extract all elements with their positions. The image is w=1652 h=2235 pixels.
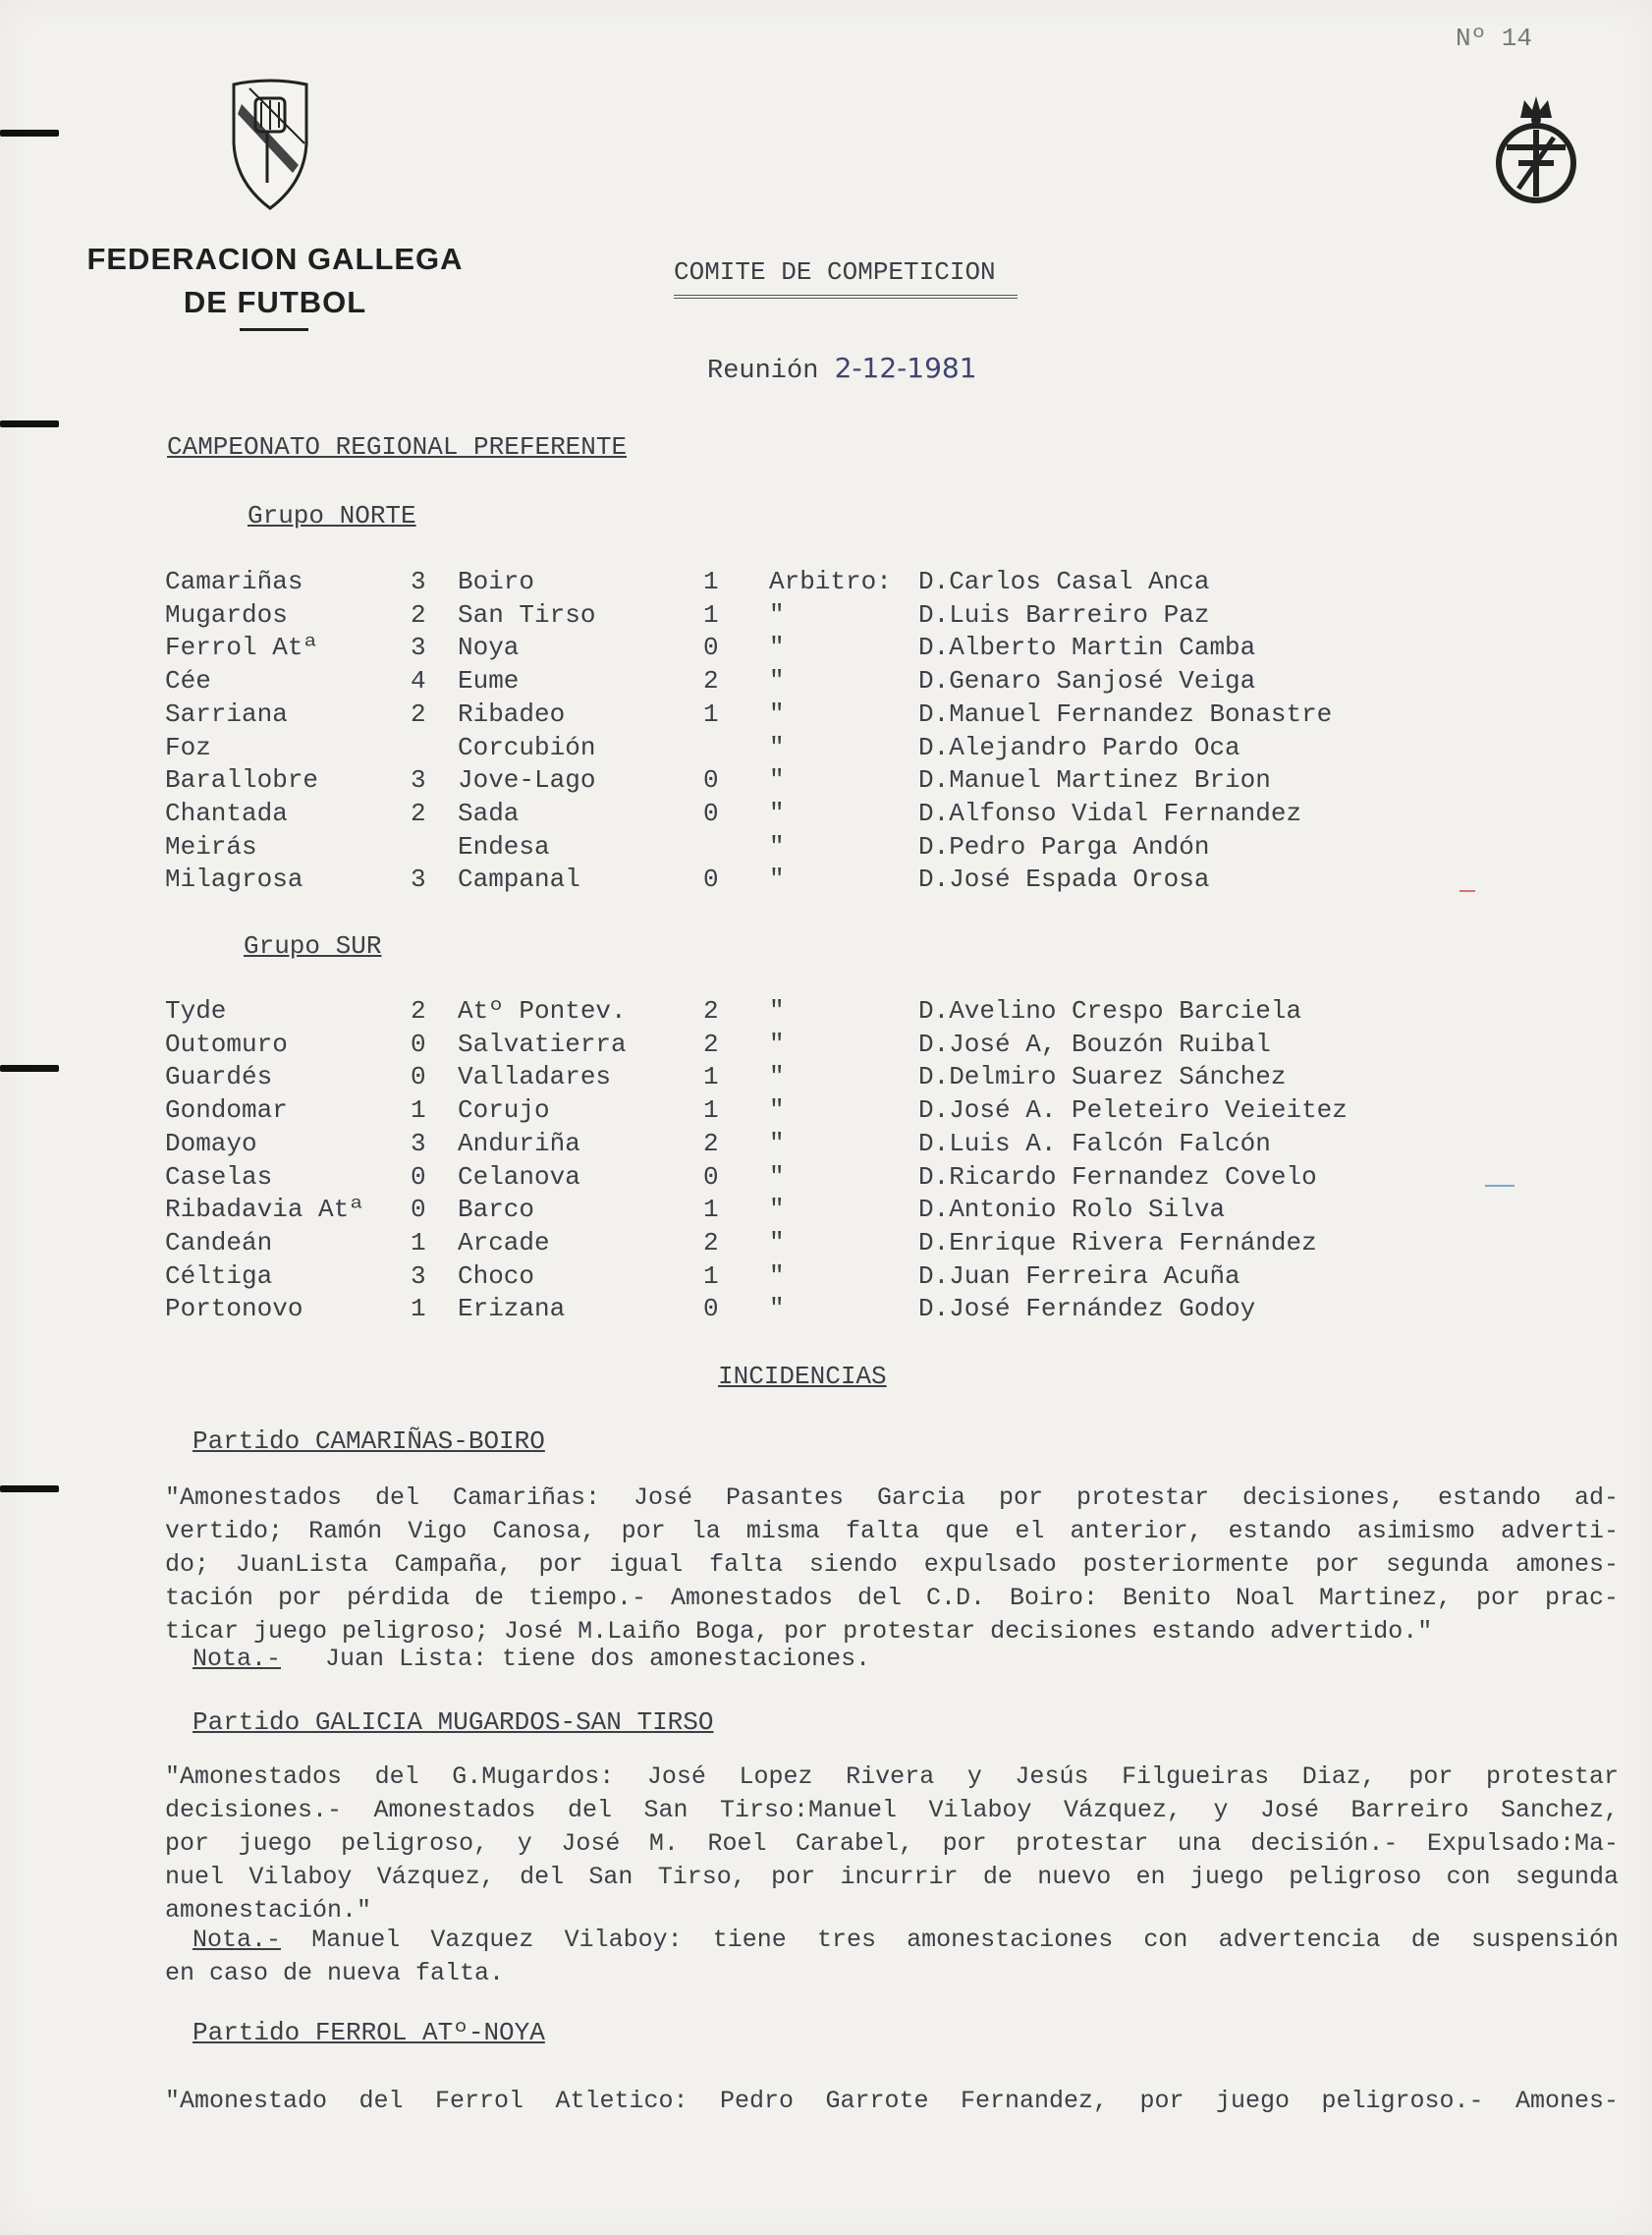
divider	[674, 295, 1018, 299]
incident-note	[193, 1643, 870, 1676]
text-line: por juego peligroso, y José M. Roel Carabel, por protestar una decisión.- Expulsado:Ma-	[165, 1829, 1619, 1858]
referee-label: "	[769, 1260, 785, 1291]
text-line: nuel Vilaboy Vázquez, del San Tirso, por incurrir de nuevo en juego peligroso con segunda	[165, 1863, 1619, 1891]
referee-label: "	[769, 1095, 785, 1126]
incident-text	[165, 1760, 1619, 1928]
result-row	[0, 1162, 1652, 1196]
score-away: 1	[703, 1195, 719, 1225]
result-row	[0, 1195, 1652, 1228]
meeting-date: 2-12-1981	[834, 352, 977, 384]
referee-label: "	[769, 633, 785, 663]
referee-label: "	[769, 1128, 785, 1158]
team-home: Chantada	[165, 798, 288, 828]
note-label: Nota.-	[193, 1645, 282, 1673]
team-home: Domayo	[165, 1128, 257, 1158]
team-home: Outomuro	[165, 1029, 288, 1059]
referee-name: D.Avelino Crespo Barciela	[918, 996, 1302, 1026]
result-row	[0, 832, 1652, 866]
result-row	[0, 699, 1652, 733]
team-away: Erizana	[458, 1294, 566, 1324]
text-line: tación por pérdida de tiempo.- Amonestados del C.D. Boiro: Benito Noal Martinez, por prac-	[165, 1584, 1619, 1612]
meeting-label: Reunión	[707, 357, 819, 386]
text-line: "Amonestado del Ferrol Atletico: Pedro Garrote Fernandez, por juego peligroso.- Amones-	[165, 2087, 1619, 2115]
incident-text	[165, 1481, 1619, 1648]
score-away: 2	[703, 1227, 719, 1257]
score-away: 1	[703, 1062, 719, 1092]
result-row	[0, 799, 1652, 832]
team-home: Camariñas	[165, 567, 303, 596]
result-row	[0, 633, 1652, 666]
text-line: decisiones.- Amonestados del San Tirso:Manuel Vilaboy Vázquez, y José Barreiro Sanchez,	[165, 1796, 1619, 1824]
score-home: 3	[411, 865, 426, 895]
team-away: Atº Pontev.	[458, 996, 627, 1026]
committee-title: COMITE DE COMPETICION	[674, 257, 996, 287]
score-away: 1	[703, 698, 719, 729]
team-away: Noya	[458, 633, 520, 663]
score-home: 0	[411, 1029, 426, 1059]
score-home: 2	[411, 996, 426, 1026]
referee-label: "	[769, 732, 785, 762]
referee-name: D.Manuel Martinez Brion	[918, 765, 1271, 796]
team-away: Ribadeo	[458, 698, 566, 729]
referee-name: D.Alfonso Vidal Fernandez	[918, 798, 1302, 828]
team-away: Salvatierra	[458, 1029, 627, 1059]
score-home: 4	[411, 666, 426, 697]
score-away: 1	[703, 1095, 719, 1126]
binder-mark	[0, 420, 59, 427]
referee-label: "	[769, 1195, 785, 1225]
pen-mark	[1485, 1185, 1514, 1187]
team-home: Céltiga	[165, 1260, 273, 1291]
score-home: 3	[411, 567, 426, 596]
note-text: en caso de nueva falta.	[165, 1959, 505, 1987]
score-away: 1	[703, 567, 719, 596]
team-home: Foz	[165, 732, 211, 762]
score-away: 0	[703, 1294, 719, 1324]
referee-name: D.Ricardo Fernandez Covelo	[918, 1161, 1317, 1192]
score-home: 3	[411, 633, 426, 663]
team-away: Choco	[458, 1260, 535, 1291]
team-away: Arcade	[458, 1227, 550, 1257]
team-away: Barco	[458, 1195, 535, 1225]
divider	[240, 328, 308, 331]
text-line: vertido; Ramón Vigo Canosa, por la misma falta que el anterior, estando asimismo adverti-	[165, 1517, 1619, 1545]
score-home: 2	[411, 599, 426, 630]
team-home: Gondomar	[165, 1095, 288, 1126]
referee-label: "	[769, 798, 785, 828]
binder-mark	[0, 130, 59, 137]
team-home: Mugardos	[165, 599, 288, 630]
text-line: ticar juego peligroso; José M.Laiño Boga, por protestar decisiones estando advertido."	[165, 1617, 1433, 1646]
score-home: 2	[411, 798, 426, 828]
referee-label: "	[769, 1062, 785, 1092]
score-away: 0	[703, 798, 719, 828]
team-home: Ribadavia Atª	[165, 1195, 364, 1225]
team-away: Anduriña	[458, 1128, 580, 1158]
score-away: 2	[703, 666, 719, 697]
referee-label: "	[769, 698, 785, 729]
result-row	[0, 567, 1652, 600]
score-away: 1	[703, 1260, 719, 1291]
result-row	[0, 765, 1652, 799]
referee-name: D.José A. Peleteiro Veieitez	[918, 1095, 1348, 1126]
team-away: Campanal	[458, 865, 580, 895]
score-home: 2	[411, 698, 426, 729]
result-row	[0, 1095, 1652, 1129]
referee-label: "	[769, 1161, 785, 1192]
team-home: Milagrosa	[165, 865, 303, 895]
referee-name: D.Pedro Parga Andón	[918, 831, 1210, 862]
score-away: 2	[703, 996, 719, 1026]
binder-mark	[0, 1485, 59, 1492]
team-home: Portonovo	[165, 1294, 303, 1324]
incident-note	[165, 1924, 1619, 1990]
referee-name: D.Alejandro Pardo Oca	[918, 732, 1240, 762]
result-row	[0, 666, 1652, 699]
team-home: Guardés	[165, 1062, 273, 1092]
score-home: 1	[411, 1227, 426, 1257]
referee-name: D.José Fernández Godoy	[918, 1294, 1256, 1324]
team-home: Barallobre	[165, 765, 319, 796]
result-row	[0, 1294, 1652, 1327]
text-line: "Amonestados del G.Mugardos: José Lopez Rivera y Jesús Filgueiras Diaz, por protestar	[165, 1762, 1619, 1791]
text-line: do; JuanLista Campaña, por igual falta siendo expulsado posteriormente por segunda amones-	[165, 1550, 1619, 1579]
referee-label: Arbitro:	[769, 567, 892, 596]
result-row	[0, 1228, 1652, 1261]
federation-crest-icon	[228, 75, 312, 212]
team-away: Celanova	[458, 1161, 580, 1192]
team-away: San Tirso	[458, 599, 596, 630]
referee-name: D.José A, Bouzón Ruibal	[918, 1029, 1271, 1059]
referee-label: "	[769, 1294, 785, 1324]
group-title-sur: Grupo SUR	[244, 931, 382, 961]
meeting-line	[707, 352, 977, 386]
match-title: Partido GALICIA MUGARDOS-SAN TIRSO	[193, 1707, 714, 1737]
referee-name: D.Antonio Rolo Silva	[918, 1195, 1226, 1225]
score-home: 3	[411, 1260, 426, 1291]
team-away: Eume	[458, 666, 520, 697]
referee-name: D.Genaro Sanjosé Veiga	[918, 666, 1256, 697]
referee-label: "	[769, 599, 785, 630]
note-text: Manuel Vazquez Vilaboy: tiene tres amonestaciones con advertencia de suspensión	[311, 1926, 1619, 1954]
group-title-norte: Grupo NORTE	[248, 501, 416, 531]
score-away: 0	[703, 633, 719, 663]
score-home: 1	[411, 1294, 426, 1324]
team-away: Boiro	[458, 567, 535, 596]
result-row	[0, 996, 1652, 1030]
referee-name: D.Juan Ferreira Acuña	[918, 1260, 1240, 1291]
result-row	[0, 600, 1652, 634]
result-row	[0, 1261, 1652, 1295]
score-away: 0	[703, 765, 719, 796]
match-title: Partido CAMARIÑAS-BOIRO	[193, 1426, 545, 1456]
referee-name: D.Carlos Casal Anca	[918, 567, 1210, 596]
score-away: 0	[703, 865, 719, 895]
score-away: 2	[703, 1029, 719, 1059]
score-home: 0	[411, 1195, 426, 1225]
score-home: 0	[411, 1161, 426, 1192]
score-home: 0	[411, 1062, 426, 1092]
team-home: Cée	[165, 666, 211, 697]
note-label: Nota.-	[193, 1926, 282, 1954]
team-away: Valladares	[458, 1062, 612, 1092]
result-row	[0, 1129, 1652, 1162]
text-line: "Amonestados del Camariñas: José Pasantes Garcia por protestar decisiones, estando ad-	[165, 1483, 1619, 1512]
team-home: Ferrol Atª	[165, 633, 319, 663]
federation-name	[69, 238, 481, 324]
document-number: Nº 14	[1456, 24, 1533, 53]
result-row	[0, 1062, 1652, 1095]
referee-name: D.Enrique Rivera Fernández	[918, 1227, 1317, 1257]
score-away: 0	[703, 1161, 719, 1192]
incident-text	[165, 2085, 1619, 2118]
team-home: Meirás	[165, 831, 257, 862]
team-away: Endesa	[458, 831, 550, 862]
team-home: Tyde	[165, 996, 227, 1026]
team-away: Jove-Lago	[458, 765, 596, 796]
referee-name: D.Luis A. Falcón Falcón	[918, 1128, 1271, 1158]
incidents-title: INCIDENCIAS	[718, 1362, 887, 1391]
referee-label: "	[769, 831, 785, 862]
referee-name: D.Delmiro Suarez Sánchez	[918, 1062, 1287, 1092]
referee-name: D.Manuel Fernandez Bonastre	[918, 698, 1333, 729]
referee-name: D.Luis Barreiro Paz	[918, 599, 1210, 630]
referee-name: D.Alberto Martin Camba	[918, 633, 1256, 663]
result-row	[0, 1030, 1652, 1063]
referee-label: "	[769, 996, 785, 1026]
pen-mark	[1459, 890, 1475, 892]
team-home: Caselas	[165, 1161, 273, 1192]
championship-title: CAMPEONATO REGIONAL PREFERENTE	[167, 432, 628, 462]
result-row	[0, 865, 1652, 898]
referee-label: "	[769, 865, 785, 895]
score-home: 1	[411, 1095, 426, 1126]
referee-label: "	[769, 1029, 785, 1059]
referee-label: "	[769, 765, 785, 796]
text-line: amonestación."	[165, 1896, 372, 1925]
score-away: 2	[703, 1128, 719, 1158]
team-home: Candeán	[165, 1227, 273, 1257]
federation-name-line: FEDERACION GALLEGA	[86, 242, 464, 276]
team-away: Corujo	[458, 1095, 550, 1126]
score-home: 3	[411, 765, 426, 796]
referee-label: "	[769, 1227, 785, 1257]
referee-name: D.José Espada Orosa	[918, 865, 1210, 895]
score-away: 1	[703, 599, 719, 630]
referee-label: "	[769, 666, 785, 697]
note-text: Juan Lista: tiene dos amonestaciones.	[325, 1645, 871, 1673]
federation-name-line: DE FUTBOL	[183, 285, 367, 319]
team-home: Sarriana	[165, 698, 288, 729]
team-away: Corcubión	[458, 732, 596, 762]
team-away: Sada	[458, 798, 520, 828]
note-line	[165, 1924, 1619, 1957]
result-row	[0, 733, 1652, 766]
match-title: Partido FERROL ATº-NOYA	[193, 2018, 545, 2047]
rfef-crest-icon	[1493, 90, 1579, 206]
score-home: 3	[411, 1128, 426, 1158]
